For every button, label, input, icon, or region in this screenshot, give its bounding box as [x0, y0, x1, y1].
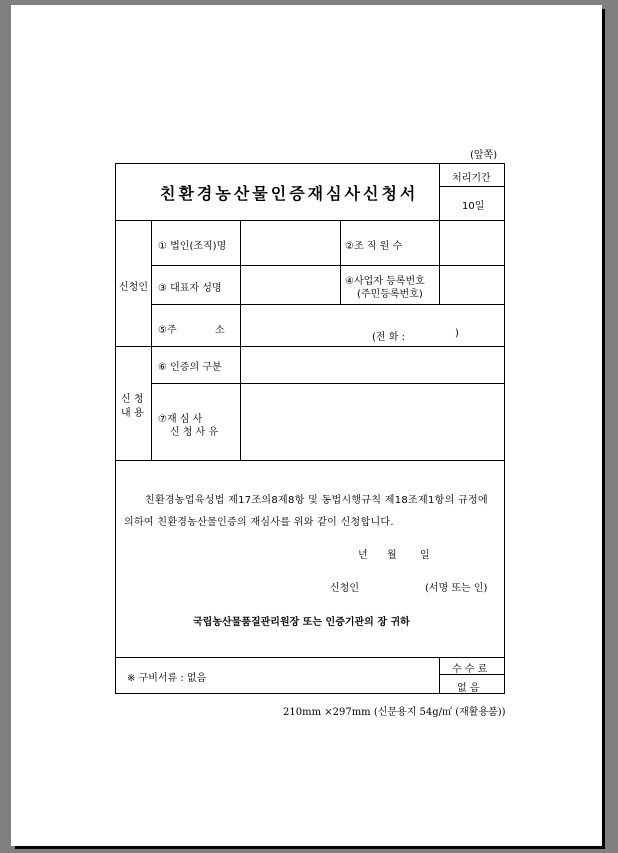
- date-day: 일: [420, 550, 430, 561]
- biz-reg-label: ④사업자 등록번호: [345, 276, 425, 287]
- reason-label: ⑦재 심 사: [158, 414, 203, 425]
- fee-label: 수 수 료: [452, 664, 488, 675]
- addressee: 국립농산물품질관리원장 또는 인증기관의 장 귀하: [193, 617, 410, 628]
- applicant-group-label: 신청인: [119, 282, 148, 293]
- form-title: 친환경농산물인증재심사신청서: [160, 184, 419, 203]
- date-year: 년: [358, 550, 368, 561]
- request-group-label: 신 청: [121, 394, 144, 405]
- statement-line-2: 의하여 친환경농산물인증의 재심사를 위와 같이 신청합니다.: [124, 517, 394, 528]
- request-group-label-2: 내 용: [121, 408, 144, 419]
- paper-spec: 210mm ×297mm (신문용지 54g/㎡ (재활용품)): [283, 707, 506, 718]
- reason-label-2: 신 청 사 유: [170, 427, 219, 438]
- phone-label: (전 화 :: [372, 332, 405, 343]
- corp-name-label: ① 법인(조직)명: [158, 241, 227, 252]
- page-side-label: (앞쪽): [470, 150, 498, 161]
- cert-type-label: ⑥ 인증의 구분: [158, 362, 222, 373]
- address-label: ⑤주: [158, 325, 177, 336]
- document-page: [11, 5, 602, 846]
- statement-line-1: 친환경농업육성법 제17조의8제8항 및 동법시행규칙 제18조제1항의 규정에: [145, 495, 488, 506]
- page-shadow: [15, 846, 605, 849]
- date-month: 월: [387, 550, 397, 561]
- rep-name-label: ③ 대표자 성명: [158, 283, 222, 294]
- address-label-suffix: 소: [215, 325, 225, 336]
- applicant-sign-label: 신청인: [330, 583, 359, 594]
- phone-close: ): [455, 328, 459, 339]
- documents-label: ※ 구비서류 : 없음: [127, 673, 207, 684]
- page-shadow: [602, 9, 605, 849]
- processing-period-label: 처리기간: [452, 173, 491, 184]
- fee-value: 없 음: [457, 683, 480, 694]
- processing-period-value: 10일: [462, 201, 485, 212]
- member-count-label: ②조 직 원 수: [345, 241, 403, 252]
- resident-reg-label: (주민등록번호): [357, 289, 423, 300]
- signature-label: (서명 또는 인): [425, 583, 488, 594]
